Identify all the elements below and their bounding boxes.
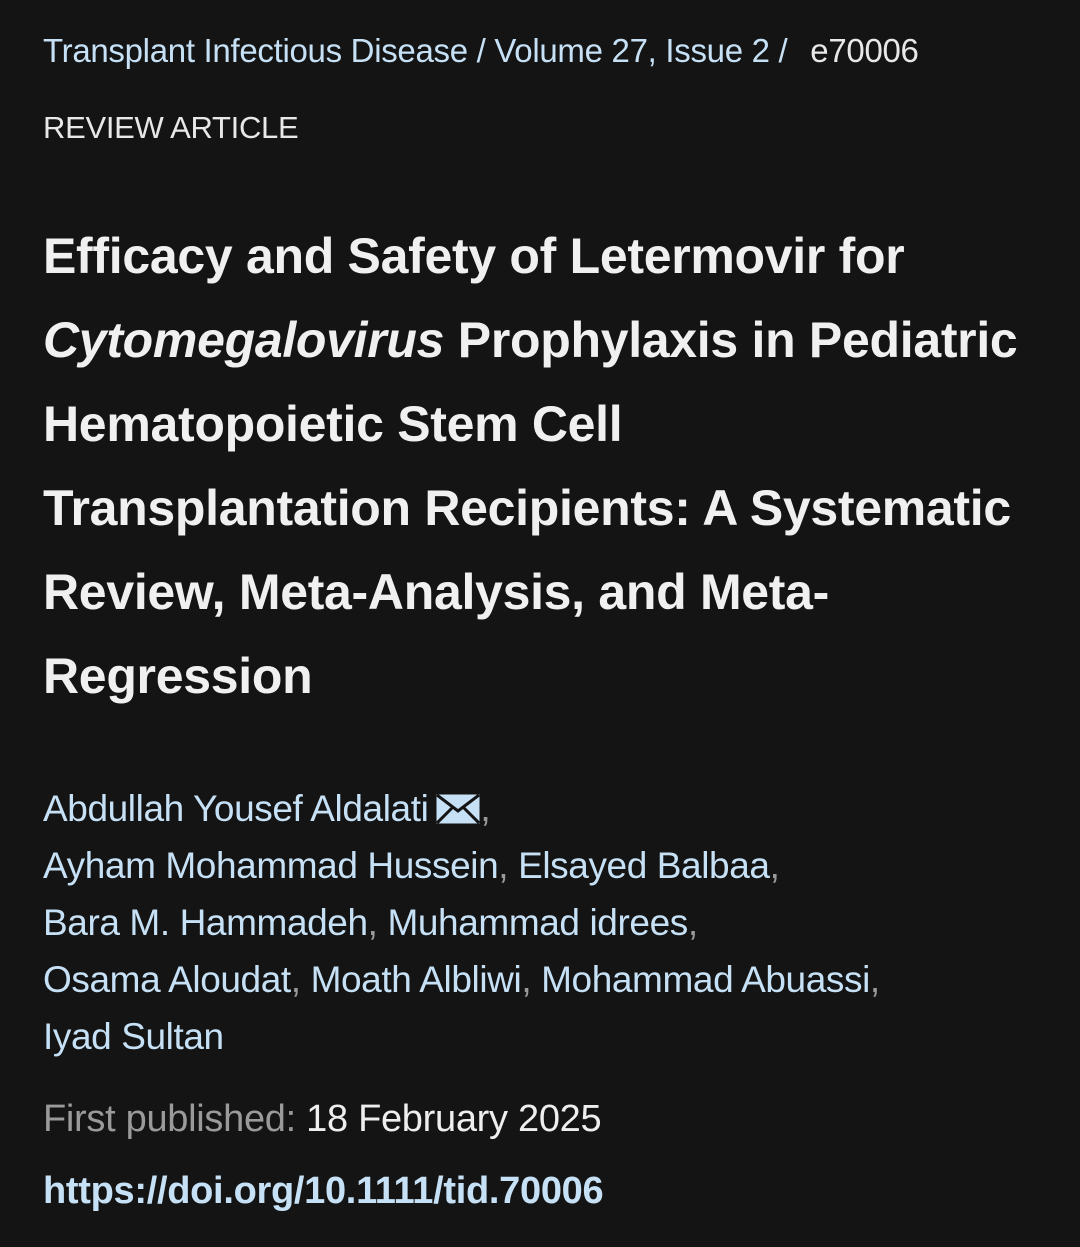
author-link[interactable]: Ayham Mohammad Hussein <box>43 845 499 886</box>
title-line: Transplantation Recipients: A Systematic <box>43 480 1011 536</box>
article-id: e70006 <box>810 32 919 69</box>
title-line: Efficacy and Safety of Letermovir for <box>43 228 905 284</box>
author-link[interactable]: Abdullah Yousef Aldalati <box>43 788 429 829</box>
author-link[interactable]: Iyad Sultan <box>43 1016 224 1057</box>
comma: , <box>290 959 301 1000</box>
author-link[interactable]: Muhammad idrees <box>387 902 688 943</box>
author-list <box>43 780 880 1065</box>
author-link[interactable]: Elsayed Balbaa <box>518 845 770 886</box>
breadcrumb <box>43 32 919 70</box>
title-line: Hematopoietic Stem Cell <box>43 396 623 452</box>
title-italic: Cytomegalovirus <box>43 312 445 368</box>
author-link[interactable]: Moath Albliwi <box>310 959 522 1000</box>
comma: , <box>367 902 378 943</box>
comma: , <box>498 845 509 886</box>
title-text: Prophylaxis in Pediatric <box>444 312 1018 368</box>
article-type: REVIEW ARTICLE <box>43 110 299 145</box>
article-title <box>43 214 1017 718</box>
published-date: 18 February 2025 <box>306 1098 602 1140</box>
breadcrumb-separator: / <box>467 32 495 69</box>
title-line: Regression <box>43 648 313 704</box>
comma: , <box>869 959 880 1000</box>
author-link[interactable]: Mohammad Abuassi <box>541 959 870 1000</box>
comma: , <box>769 845 780 886</box>
issue-link[interactable]: Volume 27, Issue 2 <box>494 32 770 69</box>
author-link[interactable]: Bara M. Hammadeh <box>43 902 368 943</box>
comma: , <box>687 902 698 943</box>
breadcrumb-separator: / <box>769 32 797 69</box>
publication-date <box>43 1098 601 1141</box>
title-line <box>43 298 1017 382</box>
comma: , <box>521 959 532 1000</box>
doi-link[interactable]: https://doi.org/10.1111/tid.70006 <box>43 1170 604 1212</box>
email-icon[interactable] <box>436 783 480 813</box>
journal-link[interactable]: Transplant Infectious Disease <box>43 32 468 69</box>
title-line: Review, Meta-Analysis, and Meta- <box>43 564 830 620</box>
comma: , <box>480 788 491 829</box>
author-link[interactable]: Osama Aloudat <box>43 959 291 1000</box>
published-label: First published: <box>43 1098 296 1140</box>
